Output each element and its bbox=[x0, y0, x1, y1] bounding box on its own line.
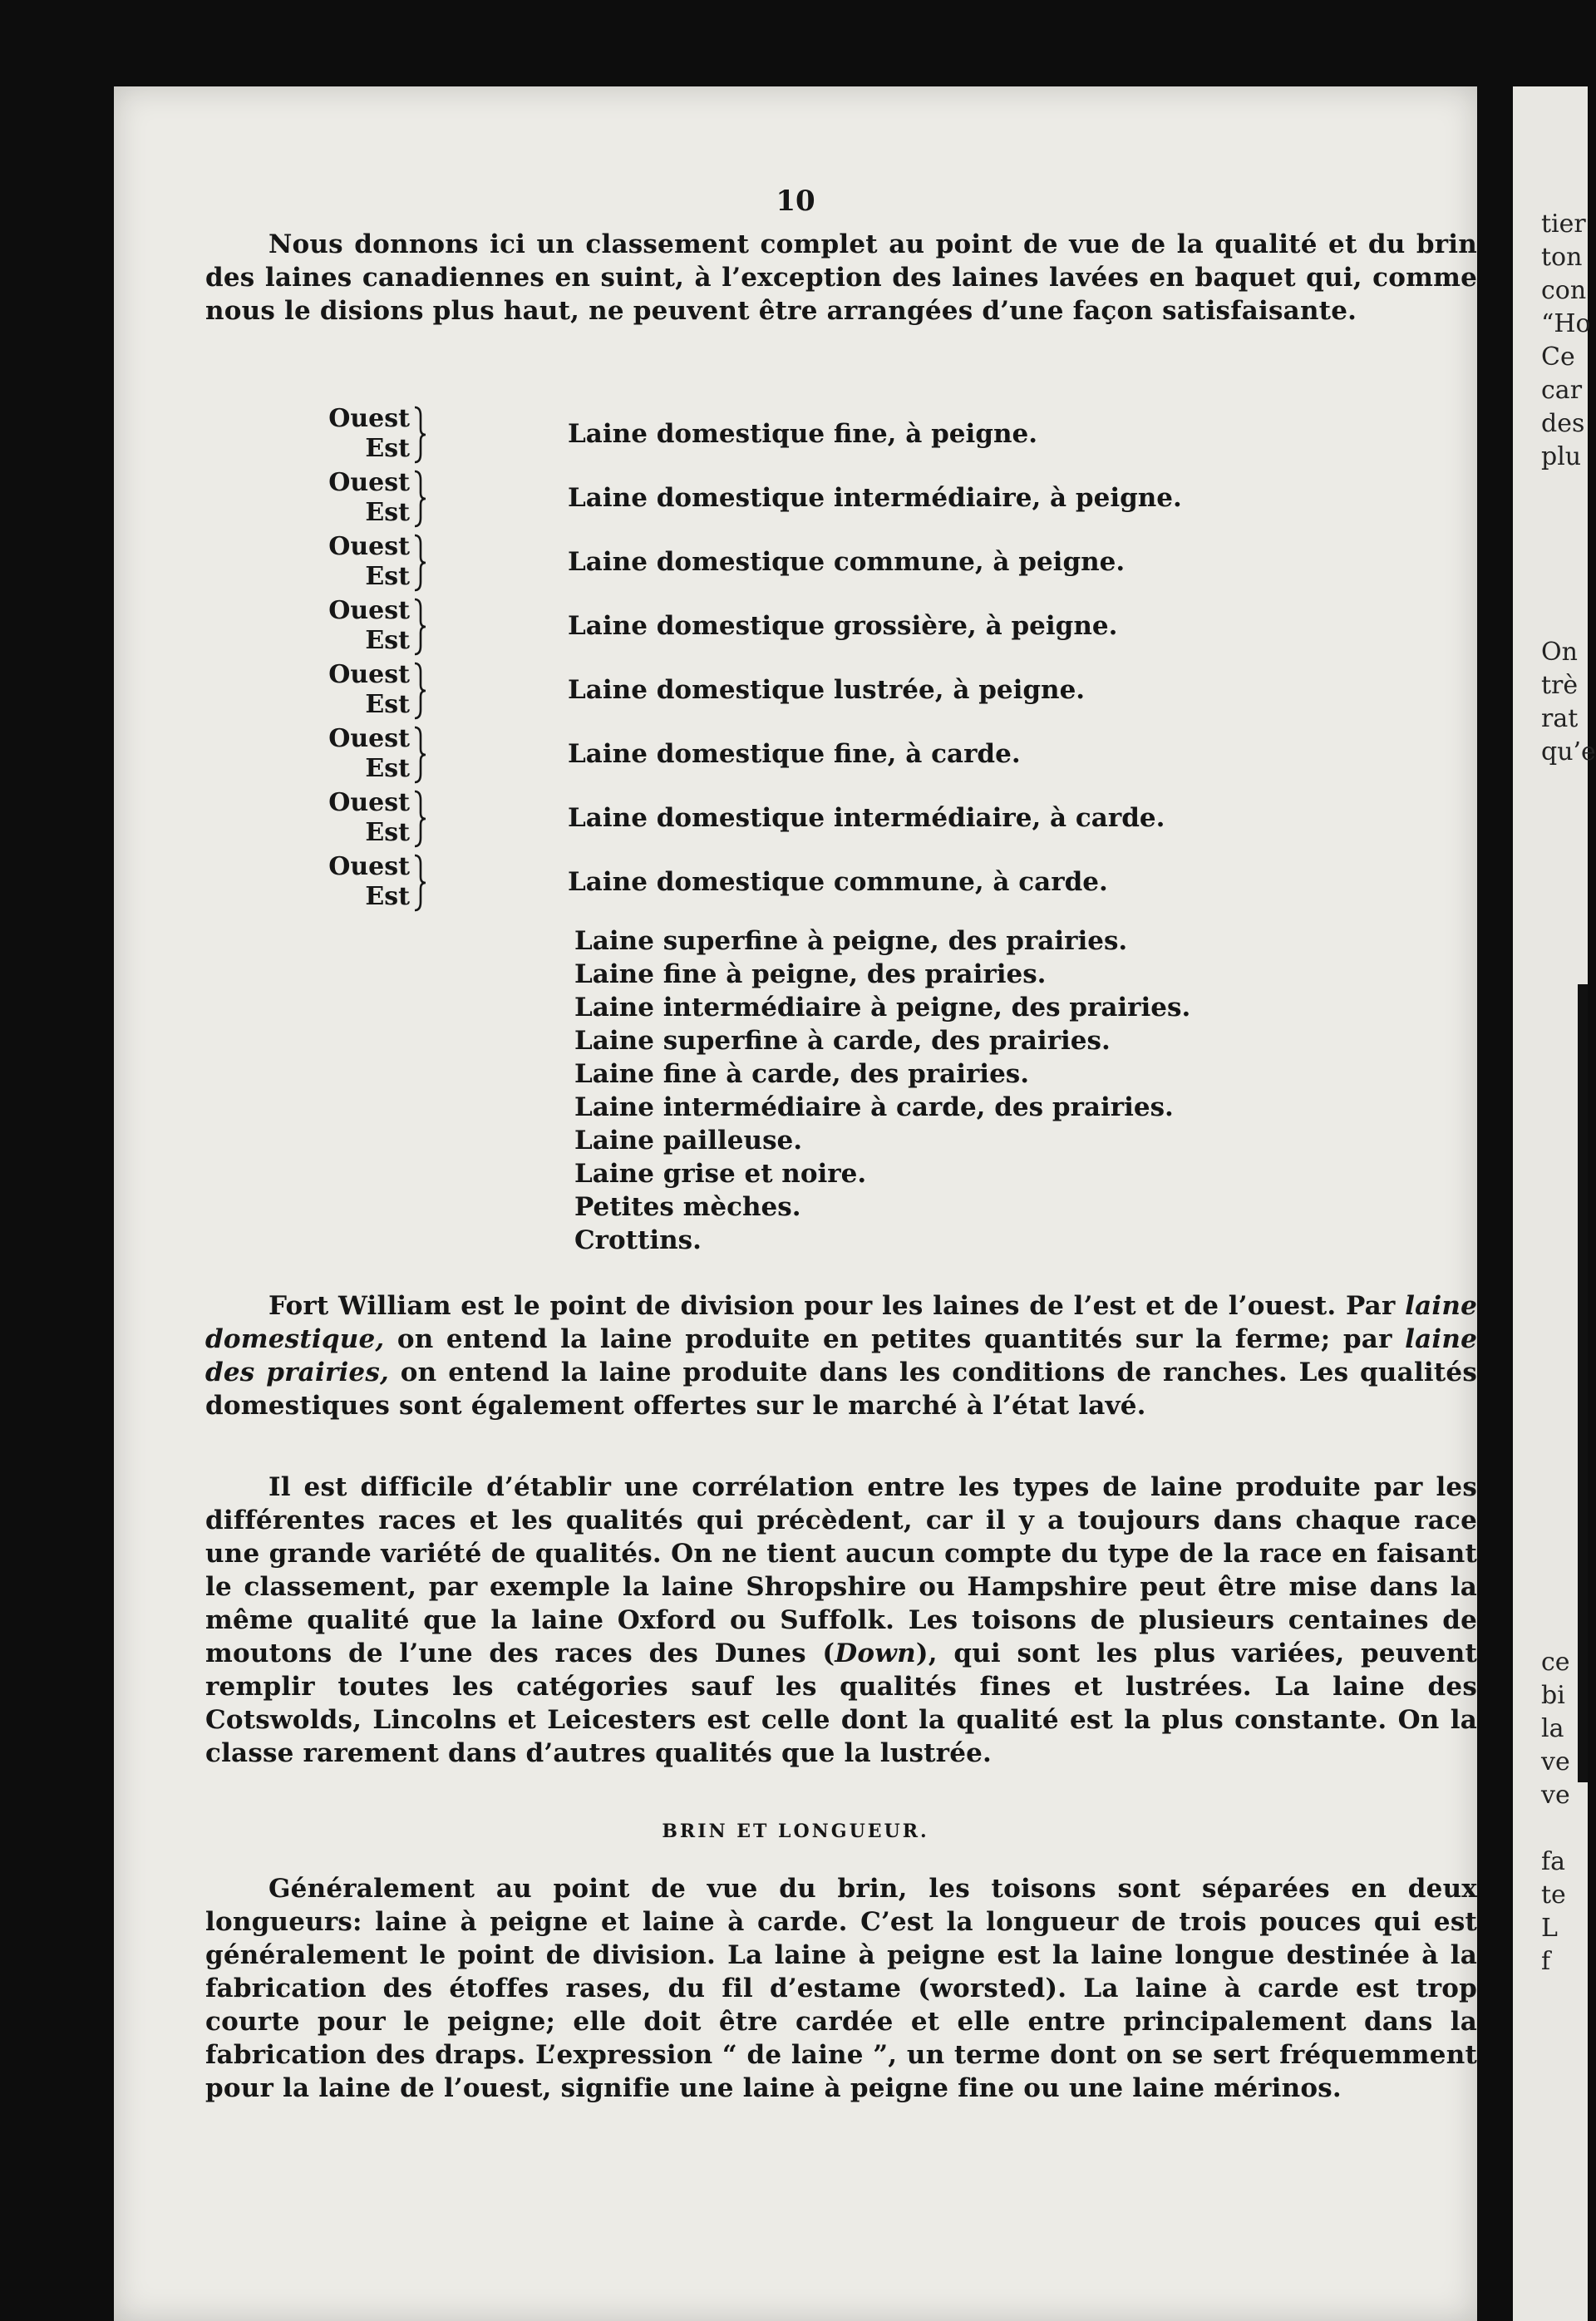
adjacent-page-text-fragment: plu bbox=[1541, 442, 1582, 471]
region-west-label: Ouest bbox=[328, 532, 410, 561]
adjacent-page-text-fragment: ve bbox=[1541, 1747, 1570, 1776]
adjacent-page-text-fragment: ce bbox=[1541, 1648, 1570, 1677]
region-pair bbox=[310, 468, 476, 531]
region-east-label: Est bbox=[365, 562, 410, 591]
region-west-label: Ouest bbox=[328, 788, 410, 817]
correlation-paragraph bbox=[205, 1471, 1477, 1770]
region-pair bbox=[310, 660, 476, 723]
region-east-label: Est bbox=[365, 434, 410, 463]
region-east-label: Est bbox=[365, 626, 410, 655]
fort-william-text-c: on entend la laine produite dans les conditions de ranches. Les qualités domestiques sont également offertes sur le marché à l’état lavé. bbox=[205, 1358, 1477, 1421]
adjacent-page-frame-line bbox=[1578, 984, 1588, 1782]
page-gutter bbox=[1480, 86, 1511, 2321]
brace-icon bbox=[413, 470, 426, 528]
region-east-label: Est bbox=[365, 818, 410, 847]
grade-label: Laine domestique commune, à peigne. bbox=[568, 547, 1126, 577]
section-heading: BRIN ET LONGUEUR. bbox=[662, 1821, 929, 1842]
prairie-grade-item: Laine grise et noire. bbox=[574, 1159, 867, 1189]
prairie-grade-item: Laine intermédiaire à carde, des prairies. bbox=[574, 1092, 1174, 1122]
prairie-grade-item: Laine fine à carde, des prairies. bbox=[574, 1059, 1030, 1089]
term-laine-des-prairies: laine des prairies, bbox=[205, 1324, 1477, 1387]
correlation-text-a: Il est difficile d’établir une corrélation entre les types de laine produite par les différentes races et les qualités qui précèdent, car il y a toujours dans chaque race une grande variété de qualités. On ne tient aucun compte du type de la race en faisant le classement, par exemple la laine Shropshire ou Hampshire peut être mise dans la même qualité que la laine Oxford ou Suffolk. Les toisons de plusieurs centaines de moutons de l’une des races des Dunes ( bbox=[205, 1472, 1477, 1668]
adjacent-page-edge bbox=[1513, 86, 1596, 2321]
grade-label: Laine domestique intermédiaire, à peigne. bbox=[568, 483, 1182, 513]
region-east-label: Est bbox=[365, 882, 410, 911]
adjacent-page-text-fragment: la bbox=[1541, 1714, 1564, 1743]
grade-label: Laine domestique intermédiaire, à carde. bbox=[568, 803, 1165, 833]
region-pair bbox=[310, 788, 476, 851]
prairie-grade-item: Laine intermédiaire à peigne, des prairies. bbox=[574, 993, 1191, 1023]
region-west-label: Ouest bbox=[328, 596, 410, 625]
brace-icon bbox=[413, 406, 426, 464]
grade-label: Laine domestique commune, à carde. bbox=[568, 867, 1108, 897]
adjacent-page-text-fragment: On bbox=[1541, 638, 1578, 667]
region-west-label: Ouest bbox=[328, 404, 410, 433]
intro-text: Nous donnons ici un classement complet au point de vue de la qualité et du brin des laines canadiennes en suint, à l’exception des laines lavées en baquet qui, comme nous le disions plus haut, ne peuvent être arrangées d’une façon satisfaisante. bbox=[205, 229, 1477, 326]
fort-william-text-a: Fort William est le point de division pour les laines de l’est et de l’ouest. Par bbox=[268, 1291, 1406, 1321]
region-west-label: Ouest bbox=[328, 468, 410, 497]
adjacent-page-text-fragment: con bbox=[1541, 276, 1587, 305]
term-laine-domestique: laine domestique, bbox=[205, 1291, 1477, 1354]
brace-icon bbox=[413, 534, 426, 592]
intro-paragraph bbox=[205, 228, 1477, 328]
region-pair bbox=[310, 532, 476, 595]
brace-icon bbox=[413, 854, 426, 912]
prairie-grade-item: Laine pailleuse. bbox=[574, 1126, 803, 1156]
adjacent-page-text-fragment: rat bbox=[1541, 704, 1579, 733]
region-west-label: Ouest bbox=[328, 852, 410, 881]
adjacent-page-text-fragment: car bbox=[1541, 376, 1583, 405]
document-page bbox=[114, 86, 1477, 2321]
region-east-label: Est bbox=[365, 754, 410, 783]
brin-paragraph bbox=[205, 1872, 1477, 2105]
adjacent-page-text-fragment: L bbox=[1541, 1914, 1558, 1943]
prairie-grade-item: Petites mèches. bbox=[574, 1192, 801, 1222]
prairie-grades-list bbox=[574, 924, 1190, 1257]
adjacent-page-text-fragment: tier bbox=[1541, 209, 1586, 239]
adjacent-page-text-fragment: ton bbox=[1541, 243, 1583, 272]
adjacent-page-text-fragment: bi bbox=[1541, 1681, 1565, 1710]
adjacent-page-text-fragment: trè bbox=[1541, 671, 1579, 700]
prairie-grade-item: Laine fine à peigne, des prairies. bbox=[574, 959, 1047, 989]
prairie-grade-item: Laine superfine à peigne, des prairies. bbox=[574, 926, 1128, 956]
region-pair bbox=[310, 404, 476, 467]
brace-icon bbox=[413, 790, 426, 848]
adjacent-page-text-fragment: qu’e bbox=[1541, 737, 1596, 766]
grade-label: Laine domestique fine, à carde. bbox=[568, 739, 1021, 769]
brace-icon bbox=[413, 726, 426, 784]
region-pair bbox=[310, 724, 476, 787]
adjacent-page-text-fragment: “Ho bbox=[1541, 309, 1591, 338]
adjacent-page-text-fragment: des bbox=[1541, 409, 1585, 438]
page-number: 10 bbox=[776, 185, 815, 218]
fort-william-paragraph bbox=[205, 1289, 1477, 1422]
correlation-text-b: ), qui sont les plus variées, peuvent remplir toutes les catégories sauf les qualités fines et lustrées. La laine des Cotswolds, Lincolns et Leicesters est celle dont la qualité est la plus constante. On la classe rarement dans d’autres qualités que la lustrée. bbox=[205, 1638, 1477, 1768]
adjacent-page-text-fragment: ve bbox=[1541, 1781, 1570, 1810]
fort-william-text-b: on entend la laine produite en petites quantités sur la ferme; par bbox=[384, 1324, 1406, 1354]
adjacent-page-text-fragment: f bbox=[1541, 1947, 1551, 1976]
adjacent-page-text-fragment: Ce bbox=[1541, 342, 1575, 372]
brace-icon bbox=[413, 598, 426, 656]
adjacent-page-text-fragment: fa bbox=[1541, 1847, 1565, 1876]
region-west-label: Ouest bbox=[328, 660, 410, 689]
brin-text: Généralement au point de vue du brin, les toisons sont séparées en deux longueurs: laine à peigne et laine à carde. C’est la longueur de trois pouces qui est généralement le point de division. La laine à peigne est la laine longue destinée à la fabrication des étoffes rases, du fil d’estame (worsted). La laine à carde est trop courte pour le peigne; elle doit être cardée et elle entre principalement dans la fabrication des draps. L’expression “ de laine ”, un terme dont on se sert fréquemment pour la laine de l’ouest, signifie une laine à peigne fine ou une laine mérinos. bbox=[205, 1874, 1477, 2103]
grade-label: Laine domestique lustrée, à peigne. bbox=[568, 675, 1086, 705]
prairie-grade-item: Laine superfine à carde, des prairies. bbox=[574, 1026, 1111, 1056]
region-east-label: Est bbox=[365, 690, 410, 719]
prairie-grade-item: Crottins. bbox=[574, 1225, 702, 1255]
term-down: Down bbox=[835, 1638, 916, 1668]
region-pair bbox=[310, 596, 476, 659]
region-pair bbox=[310, 852, 476, 915]
brace-icon bbox=[413, 662, 426, 720]
adjacent-page-text-fragment: te bbox=[1541, 1880, 1566, 1910]
grade-label: Laine domestique grossière, à peigne. bbox=[568, 611, 1118, 641]
region-east-label: Est bbox=[365, 498, 410, 527]
region-west-label: Ouest bbox=[328, 724, 410, 753]
grade-label: Laine domestique fine, à peigne. bbox=[568, 419, 1038, 449]
